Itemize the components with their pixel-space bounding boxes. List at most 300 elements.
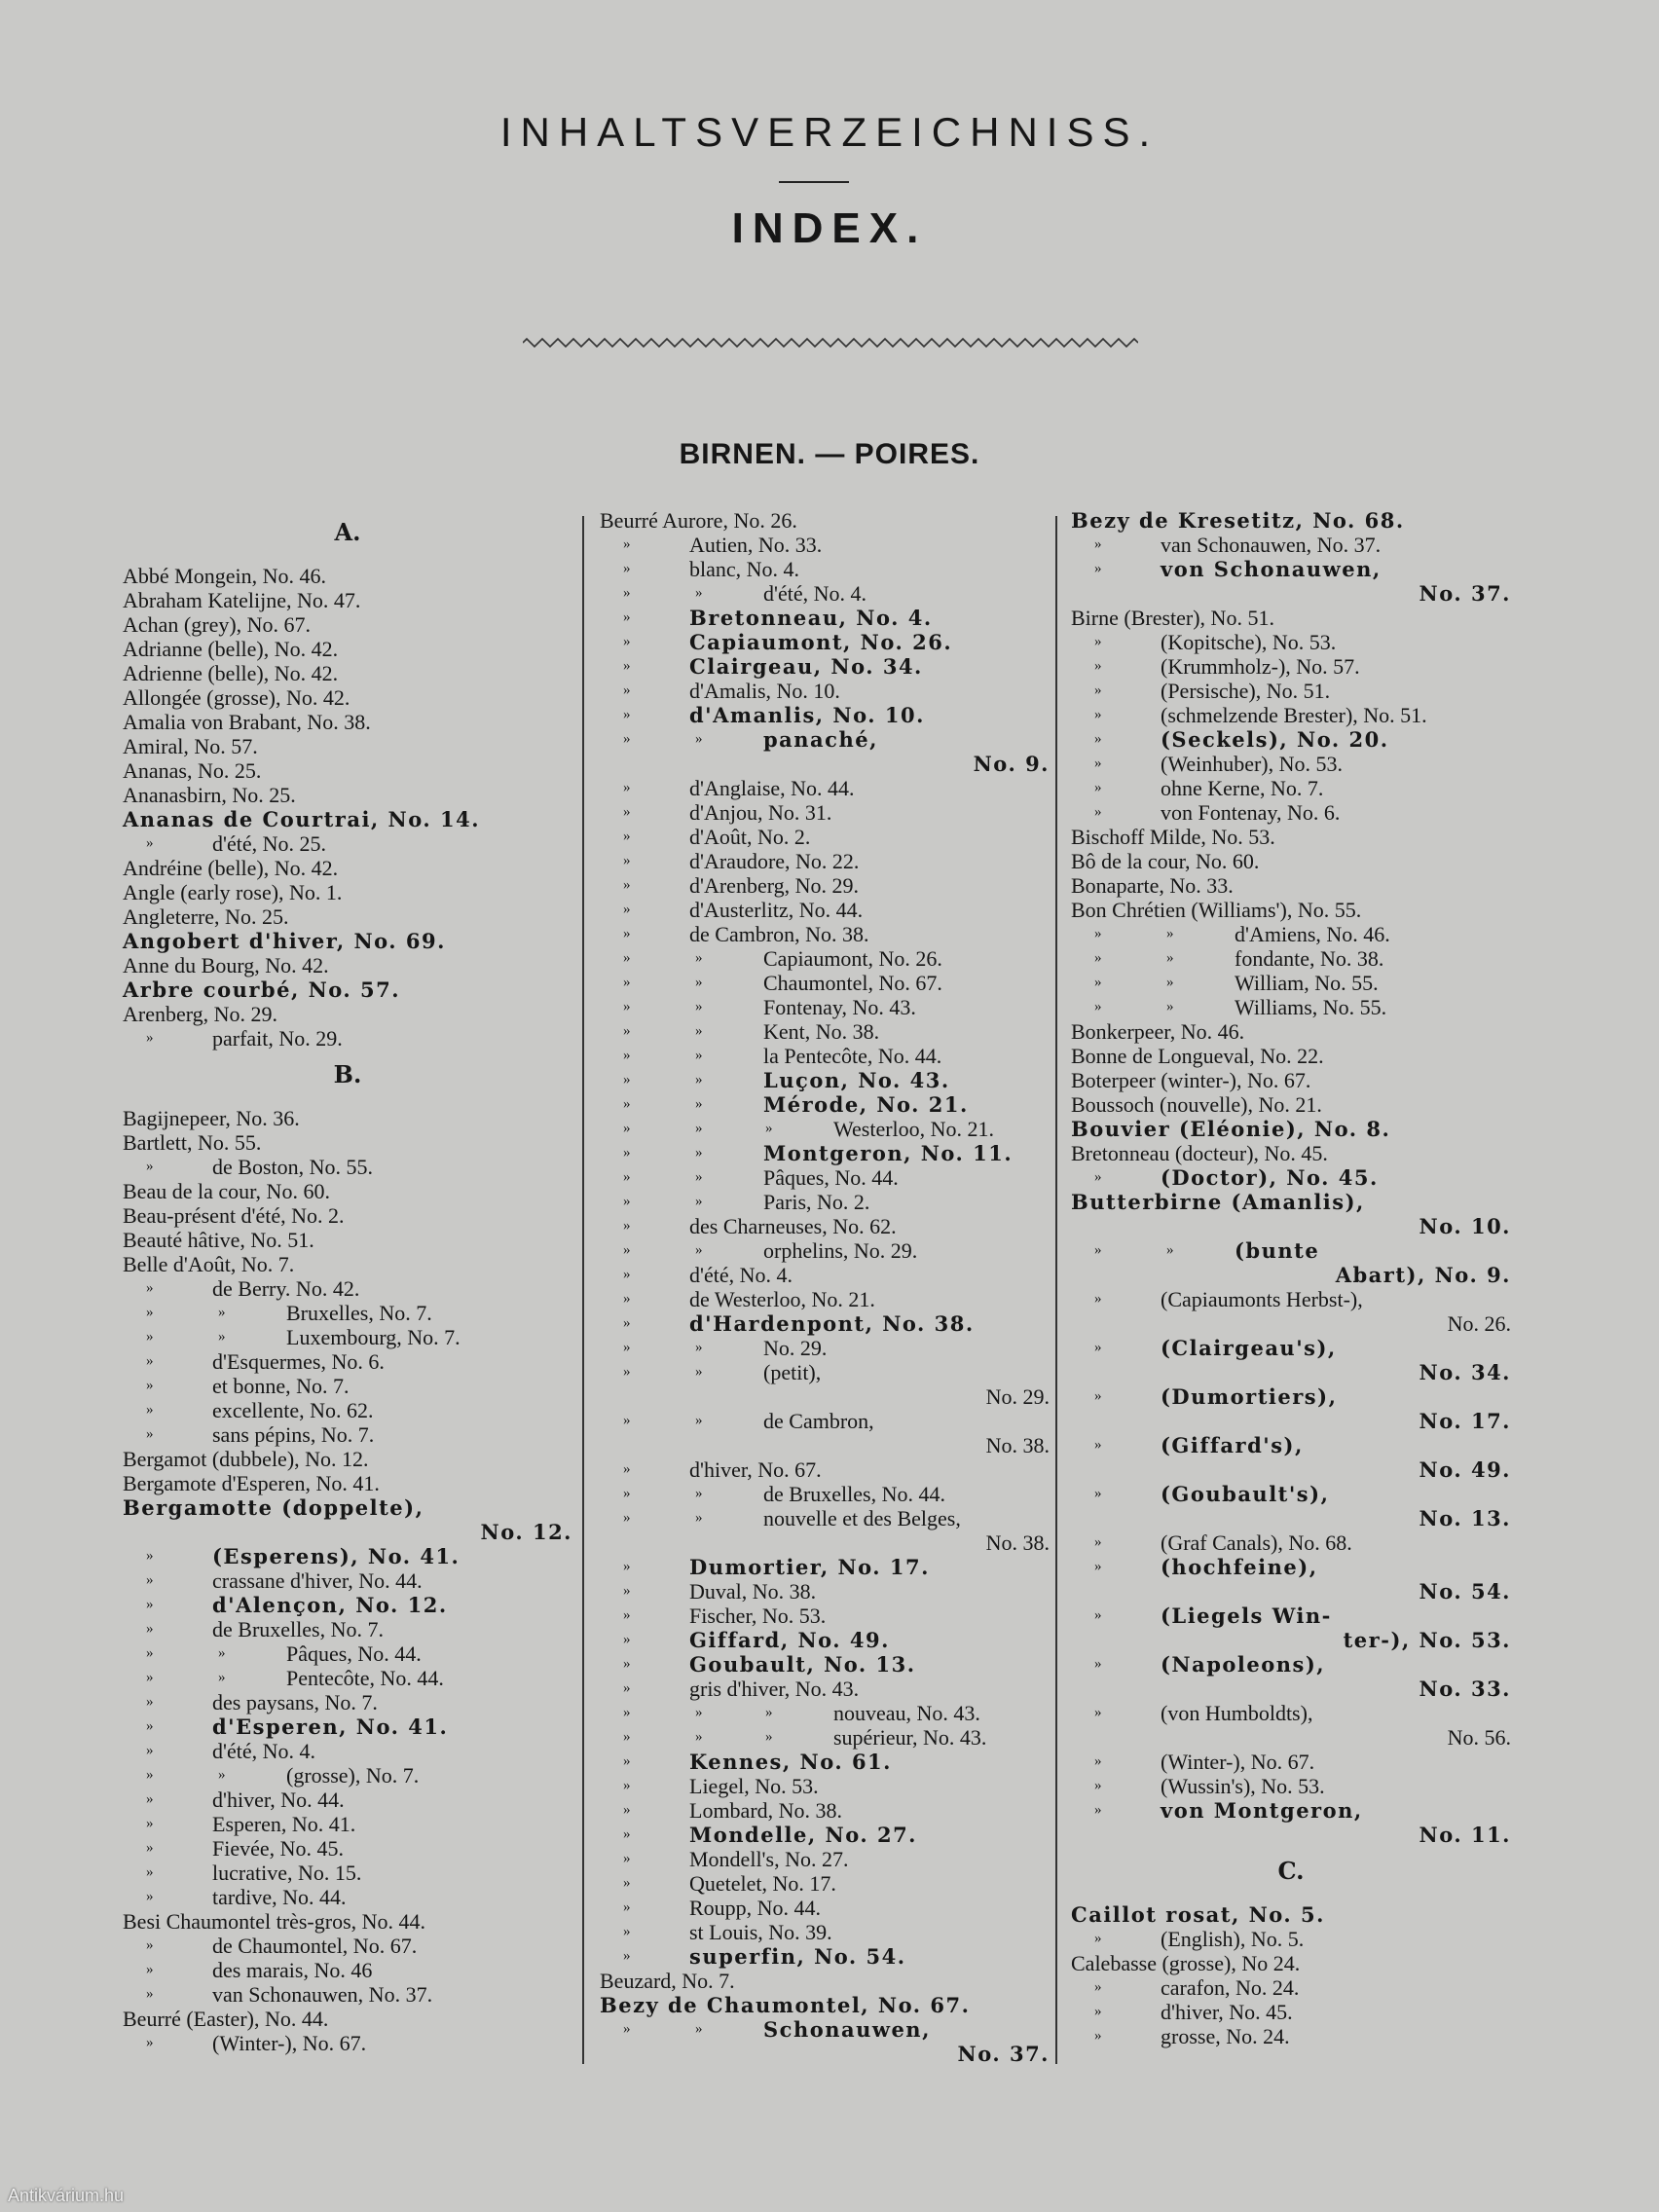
index-entry [123, 637, 572, 661]
ditto-mark: » [623, 1291, 631, 1307]
index-entry [1071, 533, 1511, 557]
entry-text: sans pépins, No. 7. [212, 1422, 375, 1447]
index-entry [600, 1701, 1050, 1725]
ditto-mark: » [146, 1280, 154, 1296]
entry-text: Mondell's, No. 27. [689, 1847, 849, 1871]
index-entry [600, 1482, 1050, 1506]
entry-text: d'Anglaise, No. 44. [689, 776, 855, 800]
index-entry [600, 1117, 1050, 1141]
ditto-mark: » [1094, 756, 1102, 771]
entry-text: crassane d'hiver, No. 44. [212, 1568, 423, 1593]
entry-text: panaché, [763, 727, 878, 752]
index-entry [1071, 1311, 1511, 1336]
entry-text: Luçon, No. 43. [763, 1068, 950, 1092]
ditto-mark: » [1094, 1607, 1102, 1623]
entry-text: d'Esperen, No. 41. [212, 1714, 449, 1739]
entry-text: de Westerloo, No. 21. [689, 1287, 875, 1311]
index-entry [600, 1214, 1050, 1238]
entry-text: Calebasse (grosse), No 24. [1071, 1951, 1301, 1975]
ditto-mark: » [623, 1778, 631, 1793]
entry-text: Angleterre, No. 25. [123, 904, 289, 929]
ditto-mark: » [623, 1364, 631, 1380]
entry-text: Quetelet, No. 17. [689, 1871, 836, 1896]
index-entry [123, 1349, 572, 1374]
index-entry [123, 1714, 572, 1739]
entry-text: Bonkerpeer, No. 46. [1071, 1019, 1245, 1044]
entry-text: (grosse), No. 7. [286, 1763, 420, 1788]
index-entry [1071, 727, 1511, 752]
entry-text: d'Août, No. 2. [689, 825, 811, 849]
entry-text: No. 33. [1419, 1677, 1511, 1701]
index-entry [600, 1993, 1050, 2017]
entry-text: Caillot rosat, No. 5. [1071, 1902, 1325, 1927]
index-entry [123, 1788, 572, 1812]
index-entry [1071, 1823, 1511, 1847]
ditto-mark: » [146, 1645, 154, 1661]
entry-text: Westerloo, No. 21. [833, 1117, 995, 1141]
index-entry [600, 557, 1050, 581]
index-entry [123, 710, 572, 734]
entry-text: Luxembourg, No. 7. [286, 1325, 461, 1349]
index-entry [600, 1774, 1050, 1798]
index-entry [600, 898, 1050, 922]
entry-text: des paysans, No. 7. [212, 1690, 378, 1714]
index-entry [1071, 1701, 1511, 1725]
entry-text: Bonaparte, No. 33. [1071, 873, 1234, 898]
index-entry [600, 1750, 1050, 1774]
entry-text: Butterbirne (Amanlis), [1071, 1190, 1365, 1214]
ditto-mark: » [146, 1718, 154, 1734]
index-entry [600, 1165, 1050, 1190]
ditto-mark: » [695, 1145, 703, 1161]
ditto-mark: » [695, 950, 703, 966]
index-entry [600, 922, 1050, 946]
column-divider [1055, 516, 1057, 2064]
index-entry [123, 1982, 572, 2007]
ditto-mark: » [623, 1267, 631, 1282]
index-entry [123, 1934, 572, 1958]
ditto-mark: » [1094, 780, 1102, 795]
entry-text: de Bruxelles, No. 44. [763, 1482, 945, 1506]
index-entry [1071, 776, 1511, 800]
ditto-mark: » [218, 1305, 226, 1320]
index-entry [600, 971, 1050, 995]
index-entry [123, 1374, 572, 1398]
index-entry [1071, 581, 1511, 606]
index-entry [600, 1506, 1050, 1530]
index-entry [123, 1179, 572, 1203]
ditto-mark: » [623, 853, 631, 868]
entry-text: Goubault, No. 13. [689, 1652, 916, 1677]
entry-text: No. 11. [1419, 1823, 1511, 1847]
index-entry [123, 831, 572, 856]
ditto-mark: » [623, 1461, 631, 1477]
ditto-mark: » [146, 1937, 154, 1953]
ditto-mark: » [623, 1607, 631, 1623]
ditto-mark: » [623, 1851, 631, 1866]
index-entry [1071, 1360, 1511, 1384]
entry-text: d'hiver, No. 45. [1161, 2000, 1293, 2024]
index-entry [600, 1457, 1050, 1482]
entry-text: (Clairgeau's), [1161, 1336, 1337, 1360]
entry-text: de Chaumontel, No. 67. [212, 1934, 418, 1958]
index-entry [1071, 1628, 1511, 1652]
index-entry [123, 783, 572, 807]
entry-text: Liegel, No. 53. [689, 1774, 819, 1798]
wavy-ornament-divider [523, 334, 1138, 351]
index-entry [123, 1228, 572, 1252]
entry-text: de Berry. No. 42. [212, 1276, 360, 1301]
index-entry [123, 1520, 572, 1544]
entry-text: Besi Chaumontel très-gros, No. 44. [123, 1909, 426, 1934]
entry-text: d'Austerlitz, No. 44. [689, 898, 864, 922]
index-entry [123, 1909, 572, 1934]
index-entry [123, 1958, 572, 1982]
index-entry [1071, 508, 1511, 533]
entry-text: d'été, No. 4. [689, 1263, 793, 1287]
ditto-mark: » [623, 561, 631, 576]
entry-text: Bergamot (dubbele), No. 12. [123, 1447, 369, 1471]
entry-text: Ananas de Courtrai, No. 14. [123, 807, 481, 831]
index-entry [600, 1944, 1050, 1969]
index-entry [600, 1920, 1050, 1944]
entry-text: Pâques, No. 44. [763, 1165, 899, 1190]
index-entry [600, 1725, 1050, 1750]
index-column-2 [600, 508, 1050, 2066]
index-entry [600, 1238, 1050, 1263]
index-entry [1071, 1951, 1511, 1975]
entry-text: Ananasbirn, No. 25. [123, 783, 296, 807]
ditto-mark: » [695, 1194, 703, 1209]
entry-text: superfin, No. 54. [689, 1944, 906, 1969]
entry-text: supérieur, No. 43. [833, 1725, 987, 1750]
ditto-mark: » [623, 1899, 631, 1915]
index-entry [1071, 1725, 1511, 1750]
ditto-mark: » [1094, 1753, 1102, 1769]
ditto-mark: » [1094, 999, 1102, 1014]
index-entry [123, 1106, 572, 1130]
entry-text: (Weinhuber), No. 53. [1161, 752, 1344, 776]
index-entry [123, 1301, 572, 1325]
ditto-mark: » [1094, 2028, 1102, 2044]
entry-text: (hochfeine), [1161, 1555, 1318, 1579]
entry-text: (schmelzende Brester), No. 51. [1161, 703, 1427, 727]
index-entry [1071, 800, 1511, 825]
index-entry [1071, 1263, 1511, 1287]
entry-text: Bagijnepeer, No. 36. [123, 1106, 300, 1130]
entry-text: d'été, No. 4. [212, 1739, 315, 1763]
ditto-mark: » [146, 835, 154, 851]
ditto-mark: » [695, 1486, 703, 1501]
index-entry [123, 1203, 572, 1228]
entry-text: Schonauwen, [763, 2017, 931, 2042]
entry-text: Autien, No. 33. [689, 533, 823, 557]
ditto-mark: » [1094, 682, 1102, 698]
ditto-mark: » [146, 1426, 154, 1442]
section-heading: BIRNEN. — POIRES. [679, 438, 980, 470]
index-entry [600, 2017, 1050, 2042]
ditto-mark: » [146, 1791, 154, 1807]
index-entry [600, 1384, 1050, 1409]
entry-text: No. 29. [985, 1384, 1050, 1409]
entry-text: No. 17. [1419, 1409, 1511, 1433]
ditto-mark: » [146, 1670, 154, 1685]
entry-text: d'Amalis, No. 10. [689, 679, 840, 703]
ditto-mark: » [623, 1729, 631, 1745]
index-entry [1071, 1457, 1511, 1482]
entry-text: Bezy de Chaumontel, No. 67. [600, 1993, 971, 2017]
ditto-mark: » [146, 1597, 154, 1612]
ditto-mark: » [623, 707, 631, 722]
entry-text: No. 56. [1447, 1725, 1511, 1750]
ditto-mark: » [695, 1096, 703, 1112]
index-entry [123, 1836, 572, 1861]
ditto-mark: » [1094, 1340, 1102, 1355]
entry-text: grosse, No. 24. [1161, 2024, 1290, 2048]
ditto-mark: » [765, 1121, 773, 1136]
ditto-mark: » [146, 1159, 154, 1174]
entry-text: Angobert d'hiver, No. 69. [123, 929, 446, 953]
ditto-mark: » [623, 1753, 631, 1769]
index-entry [1071, 971, 1511, 995]
index-entry [600, 995, 1050, 1019]
ditto-mark: » [623, 999, 631, 1014]
index-entry [600, 1409, 1050, 1433]
ditto-mark: » [218, 1670, 226, 1685]
ditto-mark: » [146, 1572, 154, 1588]
entry-text: (Graf Canals), No. 68. [1161, 1530, 1352, 1555]
index-entry [1071, 1652, 1511, 1677]
entry-text: No. 13. [1419, 1506, 1511, 1530]
index-entry [600, 1311, 1050, 1336]
entry-text: No. 10. [1419, 1214, 1511, 1238]
ditto-mark: » [1166, 975, 1174, 990]
entry-text: parfait, No. 29. [212, 1026, 343, 1051]
ditto-mark: » [1166, 926, 1174, 941]
entry-text: des Charneuses, No. 62. [689, 1214, 897, 1238]
index-entry [600, 849, 1050, 873]
index-entry [123, 904, 572, 929]
entry-text: et bonne, No. 7. [212, 1374, 350, 1398]
ditto-mark: » [695, 2021, 703, 2037]
ditto-mark: » [218, 1329, 226, 1345]
index-entry [600, 1287, 1050, 1311]
index-entry [123, 1252, 572, 1276]
index-entry [1071, 1238, 1511, 1263]
index-entry [600, 727, 1050, 752]
index-entry [600, 581, 1050, 606]
entry-text: Pâques, No. 44. [286, 1641, 422, 1666]
index-entry [123, 1544, 572, 1568]
index-entry [1071, 630, 1511, 654]
index-entry [1071, 1044, 1511, 1068]
entry-text: Beau-présent d'été, No. 2. [123, 1203, 345, 1228]
ditto-mark: » [146, 1767, 154, 1783]
entry-text: Abart), No. 9. [1335, 1263, 1511, 1287]
index-entry [1071, 1750, 1511, 1774]
index-entry [600, 2042, 1050, 2066]
index-entry [123, 1447, 572, 1471]
ditto-mark: » [146, 1402, 154, 1418]
ditto-mark: » [146, 1743, 154, 1758]
index-entry [600, 1433, 1050, 1457]
entry-text: Bô de la cour, No. 60. [1071, 849, 1260, 873]
entry-text: nouvelle et des Belges, [763, 1506, 961, 1530]
index-entry [1071, 1214, 1511, 1238]
ditto-mark: » [623, 780, 631, 795]
index-entry [600, 1190, 1050, 1214]
index-entry [1071, 1019, 1511, 1044]
ditto-mark: » [146, 1889, 154, 1904]
entry-text: van Schonauwen, No. 37. [212, 1982, 433, 2007]
index-entry [1071, 946, 1511, 971]
index-entry [1071, 1141, 1511, 1165]
ditto-mark: » [1166, 999, 1174, 1014]
ditto-mark: » [623, 1023, 631, 1039]
ditto-mark: » [623, 1826, 631, 1842]
entry-text: de Boston, No. 55. [212, 1155, 373, 1179]
entry-text: carafon, No. 24. [1161, 1975, 1300, 2000]
index-entry [123, 977, 572, 1002]
ditto-mark: » [695, 1121, 703, 1136]
index-entry [123, 807, 572, 831]
index-entry [123, 1495, 572, 1520]
entry-text: No. 37. [957, 2042, 1050, 2066]
index-entry [1071, 654, 1511, 679]
ditto-mark: » [623, 1924, 631, 1939]
entry-text: Giffard, No. 49. [689, 1628, 890, 1652]
index-entry [600, 1092, 1050, 1117]
index-entry [1071, 1409, 1511, 1433]
ditto-mark: » [1094, 1169, 1102, 1185]
entry-text: excellente, No. 62. [212, 1398, 374, 1422]
entry-text: Bretonneau, No. 4. [689, 606, 933, 630]
index-entry [600, 1263, 1050, 1287]
index-entry [1071, 849, 1511, 873]
ditto-mark: » [1094, 1388, 1102, 1404]
entry-text: von Fontenay, No. 6. [1161, 800, 1341, 825]
ditto-mark: » [623, 1802, 631, 1818]
index-entry [1071, 1336, 1511, 1360]
entry-text: (Wussin's), No. 53. [1161, 1774, 1325, 1798]
index-entry [123, 1763, 572, 1788]
entry-text: No. 38. [985, 1433, 1050, 1457]
index-entry [1071, 1165, 1511, 1190]
entry-text: (Winter-), No. 67. [1161, 1750, 1315, 1774]
ditto-mark: » [623, 2021, 631, 2037]
entry-text: tardive, No. 44. [212, 1885, 347, 1909]
ditto-mark: » [1166, 950, 1174, 966]
index-entry [123, 2007, 572, 2031]
entry-text: (Goubault's), [1161, 1482, 1330, 1506]
index-entry [1071, 873, 1511, 898]
entry-text: Adrienne (belle), No. 42. [123, 661, 339, 685]
entry-text: (Napoleons), [1161, 1652, 1326, 1677]
entry-text: gris d'hiver, No. 43. [689, 1677, 860, 1701]
ditto-mark: » [623, 1583, 631, 1599]
ditto-mark: » [1094, 707, 1102, 722]
ditto-mark: » [695, 1340, 703, 1355]
entry-text: d'Araudore, No. 22. [689, 849, 860, 873]
entry-text: William, No. 55. [1235, 971, 1379, 995]
index-entry [600, 703, 1050, 727]
ditto-mark: » [218, 1645, 226, 1661]
index-entry [600, 1896, 1050, 1920]
entry-text: Achan (grey), No. 67. [123, 612, 312, 637]
entry-text: Beurré Aurore, No. 26. [600, 508, 797, 533]
letter-heading: B. [333, 1060, 362, 1088]
ditto-mark: » [695, 1048, 703, 1063]
index-entry [1071, 1798, 1511, 1823]
ditto-mark: » [623, 1194, 631, 1209]
ditto-mark: » [623, 1656, 631, 1672]
entry-text: d'été, No. 25. [212, 831, 326, 856]
entry-text: de Cambron, No. 38. [689, 922, 869, 946]
entry-text: st Louis, No. 39. [689, 1920, 832, 1944]
index-entry [600, 679, 1050, 703]
ditto-mark: » [623, 804, 631, 820]
ditto-mark: » [623, 1680, 631, 1696]
entry-text: Abraham Katelijne, No. 47. [123, 588, 361, 612]
entry-text: (Krummholz-), No. 57. [1161, 654, 1360, 679]
index-entry [123, 1593, 572, 1617]
page-title: INHALTSVERZEICHNISS. [499, 109, 1160, 155]
ditto-mark: » [695, 585, 703, 601]
ditto-mark: » [695, 1169, 703, 1185]
entry-text: (Winter-), No. 67. [212, 2031, 367, 2055]
ditto-mark: » [623, 1559, 631, 1574]
entry-text: Montgeron, No. 11. [763, 1141, 1014, 1165]
entry-text: No. 26. [1447, 1311, 1511, 1336]
entry-text: (Persische), No. 51. [1161, 679, 1331, 703]
ditto-mark: » [1094, 561, 1102, 576]
index-entry [123, 1812, 572, 1836]
ditto-mark: » [1094, 950, 1102, 966]
ditto-mark: » [695, 1510, 703, 1526]
index-entry [1071, 557, 1511, 581]
ditto-mark: » [695, 1023, 703, 1039]
ditto-mark: » [623, 658, 631, 674]
index-entry [1071, 1774, 1511, 1798]
index-entry [600, 1969, 1050, 1993]
entry-text: Bischoff Milde, No. 53. [1071, 825, 1275, 849]
entry-text: (Doctor), No. 45. [1161, 1165, 1379, 1190]
ditto-mark: » [623, 1705, 631, 1720]
index-entry [1071, 1530, 1511, 1555]
ditto-mark: » [146, 1694, 154, 1710]
ditto-mark: » [1094, 1705, 1102, 1720]
ditto-mark: » [623, 950, 631, 966]
ditto-mark: » [1094, 1559, 1102, 1574]
ditto-mark: » [1094, 1979, 1102, 1995]
ditto-mark: » [695, 1364, 703, 1380]
ditto-mark: » [146, 1030, 154, 1046]
index-entry [1071, 1555, 1511, 1579]
ditto-mark: » [623, 634, 631, 649]
entry-text: Duval, No. 38. [689, 1579, 817, 1604]
entry-text: Fievée, No. 45. [212, 1836, 345, 1861]
entry-text: Boterpeer (winter-), No. 67. [1071, 1068, 1311, 1092]
ditto-mark: » [623, 1948, 631, 1964]
entry-text: (Seckels), No. 20. [1161, 727, 1389, 752]
ditto-mark: » [695, 731, 703, 747]
entry-text: (bunte [1235, 1238, 1320, 1263]
entry-text: Capiaumont, No. 26. [689, 630, 953, 654]
index-entry [123, 1739, 572, 1763]
index-entry [123, 1026, 572, 1051]
entry-text: (English), No. 5. [1161, 1927, 1305, 1951]
index-entry [1071, 1190, 1511, 1214]
